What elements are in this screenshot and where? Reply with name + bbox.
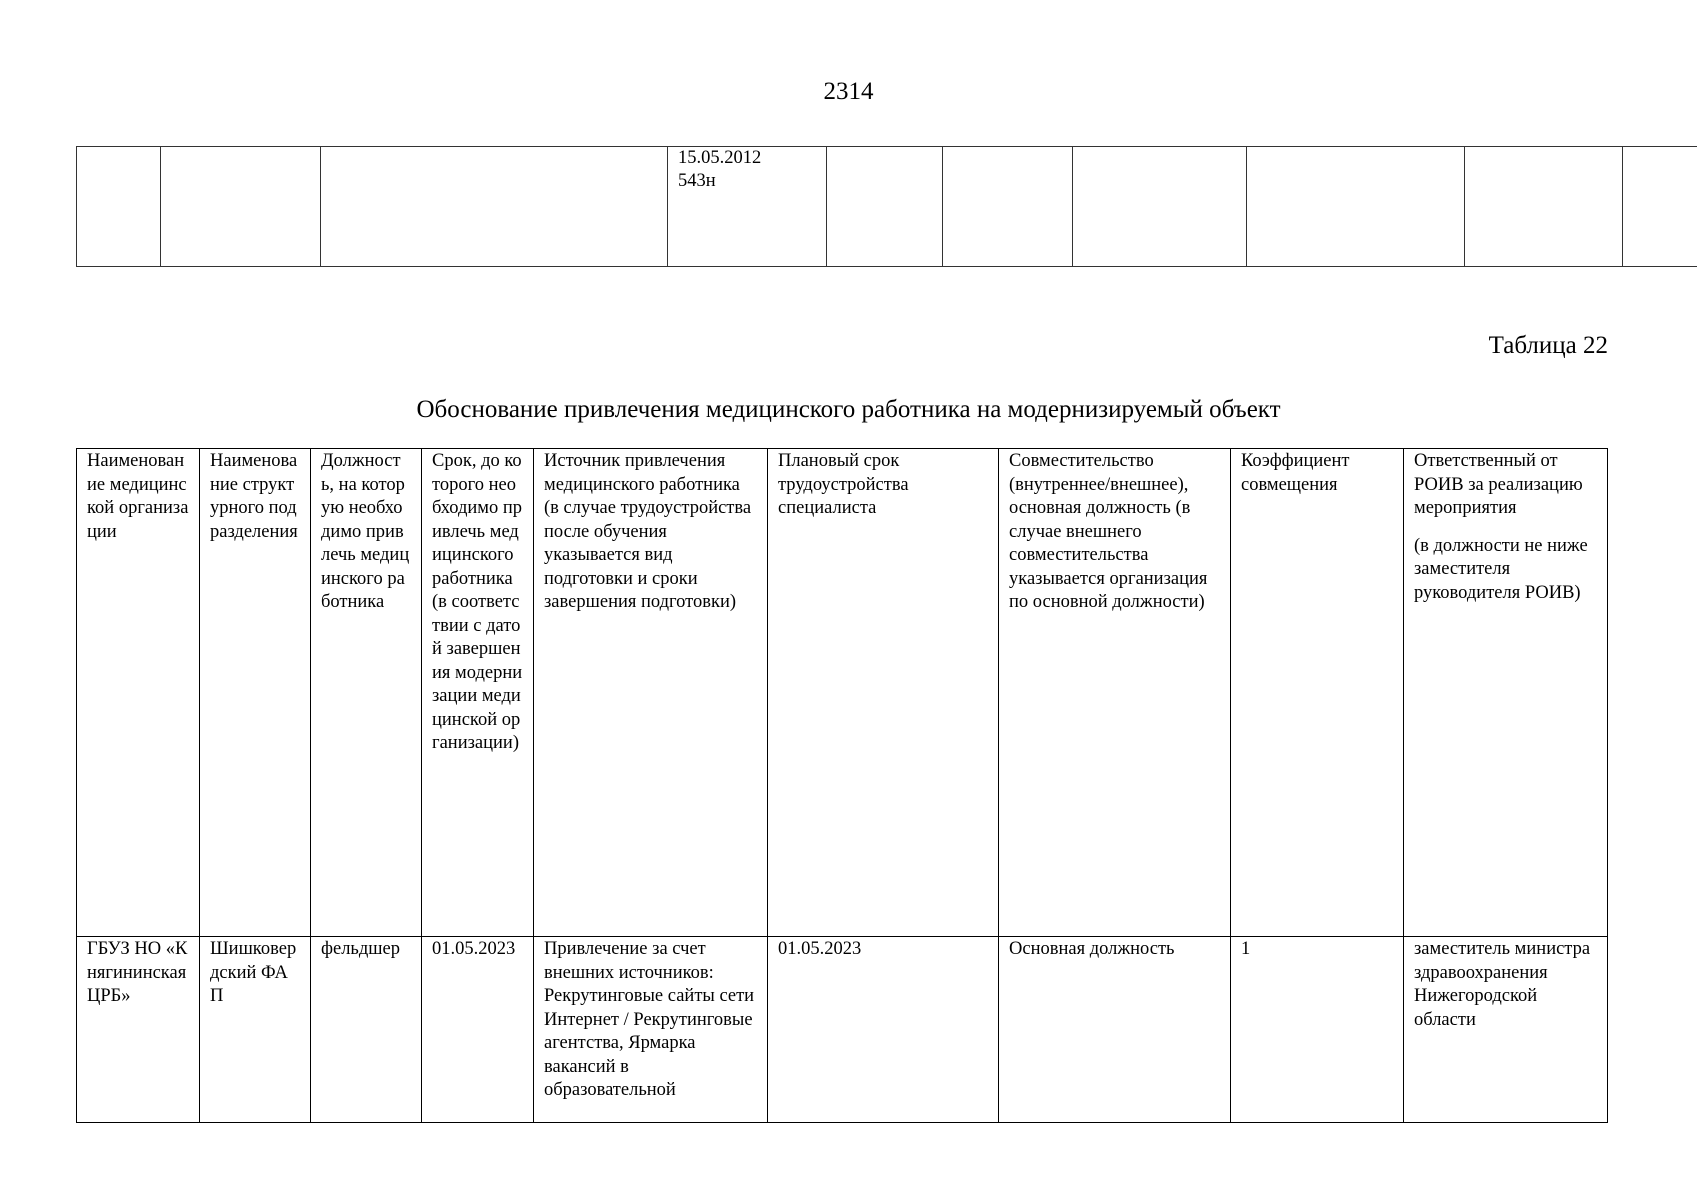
cell-responsible: заместитель министра здравоохранения Нижегородской области — [1404, 937, 1608, 1123]
header-responsible — [1404, 449, 1608, 937]
continuation-table — [76, 146, 1697, 267]
continuation-cell — [1073, 147, 1247, 267]
continuation-cell-order: 15.05.2012 543н — [668, 147, 827, 267]
header-planned-date: Плановый срок трудоустройства специалиста — [768, 449, 999, 937]
cell-deadline: 01.05.2023 — [422, 937, 534, 1123]
header-deadline: Срок, до которого необходимо привлечь медицинского работника (в соответствии с датой завершения модернизации медицинской организации) — [422, 449, 534, 937]
cell-org: ГБУЗ НО «Княгининская ЦРБ» — [77, 937, 200, 1123]
header-combination: Совместительство (внутреннее/внешнее), основная должность (в случае внешнего совместительства указывается организация по основной должности) — [999, 449, 1231, 937]
cell-planned-date: 01.05.2023 — [768, 937, 999, 1123]
continuation-cell — [943, 147, 1073, 267]
cell-source: Привлечение за счет внешних источников: Рекрутинговые сайты сети Интернет / Рекрутинговые агентства, Ярмарка вакансий в образовательной — [534, 937, 768, 1123]
continuation-cell — [1247, 147, 1465, 267]
continuation-cell — [77, 147, 161, 267]
continuation-cell — [1623, 147, 1697, 267]
header-responsible-text: Ответственный от РОИВ за реализацию мероприятия — [1414, 451, 1583, 518]
continuation-row — [77, 147, 1697, 267]
cell-coefficient: 1 — [1231, 937, 1404, 1123]
table-row — [77, 937, 1608, 1123]
header-coefficient: Коэффициент совмещения — [1231, 449, 1404, 937]
continuation-cell — [321, 147, 668, 267]
table-label: Таблица 22 — [1488, 332, 1608, 359]
page-number: 2314 — [823, 78, 874, 105]
header-unit: Наименование структурного подразделения — [200, 449, 311, 937]
continuation-cell — [827, 147, 943, 267]
header-org: Наименование медицинской организации — [77, 449, 200, 937]
header-source: Источник привлечения медицинского работника (в случае трудоустройства после обучения указывается вид подготовки и сроки завершения подготовки) — [534, 449, 768, 937]
header-row — [77, 449, 1608, 937]
header-position: Должность, на которую необходимо привлечь медицинского работника — [311, 449, 422, 937]
continuation-cell — [161, 147, 321, 267]
cell-combination: Основная должность — [999, 937, 1231, 1123]
header-responsible-note: (в должности не ниже заместителя руководителя РОИВ) — [1414, 535, 1588, 603]
cell-position: фельдшер — [311, 937, 422, 1123]
continuation-cell — [1465, 147, 1623, 267]
table-title: Обоснование привлечения медицинского работника на модернизируемый объект — [416, 396, 1281, 423]
staffing-table — [76, 448, 1608, 1123]
cell-unit: Шишковердский ФАП — [200, 937, 311, 1123]
